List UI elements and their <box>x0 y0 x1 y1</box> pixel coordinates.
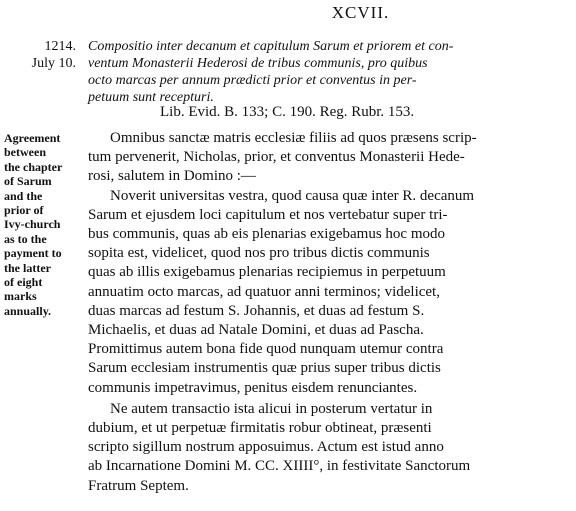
date-day: July 10. <box>31 56 76 71</box>
body-line: ab Incarnatione Domini M. CC. XIIII°, in festivitate Sanctorum <box>88 458 471 475</box>
margin-note-line: the latter <box>4 260 51 275</box>
source-references-text: Lib. Evid. B. 133; C. 190. Reg. Rubr. 153. <box>160 104 415 120</box>
paragraph-sealing <box>88 400 568 496</box>
body-line: Fratrum Septem. <box>88 477 189 494</box>
body-line: Ne autem transactio ista alicui in posterum vertatur in <box>110 400 433 417</box>
margin-note-line: marks <box>4 289 37 304</box>
body-line: Omnibus sanctæ matris ecclesiæ filiis ad quos præsens scrip- <box>110 130 477 146</box>
margin-note-line: Agreement <box>4 131 61 145</box>
margin-note-line: as to the <box>4 231 47 246</box>
summary-line: ventum Monasterii Hederosi de tribus communis, pro quibus <box>88 56 428 71</box>
margin-note-line: Ivy-church <box>4 217 61 232</box>
document-summary <box>88 38 568 106</box>
body-line: scripto sigillum nostrum apposuimus. Actum est istud anno <box>88 439 444 456</box>
body-line: Promittimus autem bona fide quod nunquam utemur contra <box>88 341 444 358</box>
body-line: rosi, salutem in Domino :— <box>88 168 256 185</box>
margin-note-line: of eight <box>4 275 43 290</box>
margin-note-line: annually. <box>4 303 52 318</box>
margin-note <box>4 131 76 318</box>
document-date <box>20 38 76 72</box>
margin-note-line: and the <box>4 188 43 203</box>
body-line: quas ab illis exigebamus plenarias recipiemus in perpetuum <box>88 264 446 281</box>
body-line: Sarum ecclesiam instrumentis quæ prius super tribus dictis <box>88 360 441 377</box>
body-line: annuatim octo marcas, ad quatuor anni terminos; videlicet, <box>88 283 440 300</box>
document-body <box>88 129 568 496</box>
margin-note-line: between <box>4 145 46 160</box>
document-number-text: XCVII. <box>331 3 390 22</box>
document-number <box>0 3 576 23</box>
body-line: duas marcas ad festum S. Johannis, et duas ad festum S. <box>88 302 425 319</box>
body-line: tum pervenerit, Nicholas, prior, et conventus Monasterii Hede- <box>88 149 465 166</box>
body-line: Noverit universitas vestra, quod causa quæ inter R. decanum <box>110 187 475 204</box>
paragraph-agreement <box>88 187 568 398</box>
body-line: Michaelis, et duas ad Natale Domini, et duas ad Pascha. <box>88 322 424 339</box>
margin-note-line: the chapter <box>4 159 63 174</box>
body-line: bus communis, quas ab eis plenarias exigebamus hoc modo <box>88 226 446 243</box>
paragraph-salutation <box>88 129 568 187</box>
margin-note-line: payment to <box>4 246 62 261</box>
margin-note-line: prior of <box>4 203 44 218</box>
body-line: sopita est, videlicet, quod nos pro tribus dictis communis <box>88 245 430 262</box>
summary-line: octo marcas per annum prædicti prior et conventus in per- <box>88 73 417 88</box>
date-year: 1214. <box>44 39 76 54</box>
body-line: Sarum et ejusdem loci capitulum et nos vertebatur super tri- <box>88 206 448 223</box>
margin-note-line: of Sarum <box>4 174 52 189</box>
summary-line: Compositio inter decanum et capitulum Sarum et priorem et con- <box>88 39 454 54</box>
body-line: dubium, et ut perpetuæ firmitatis robur obtineat, præsenti <box>88 420 432 437</box>
body-line: communis impetravimus, penitus eisdem renunciantes. <box>88 379 418 396</box>
summary-line: petuum sunt recepturi. <box>88 90 214 105</box>
